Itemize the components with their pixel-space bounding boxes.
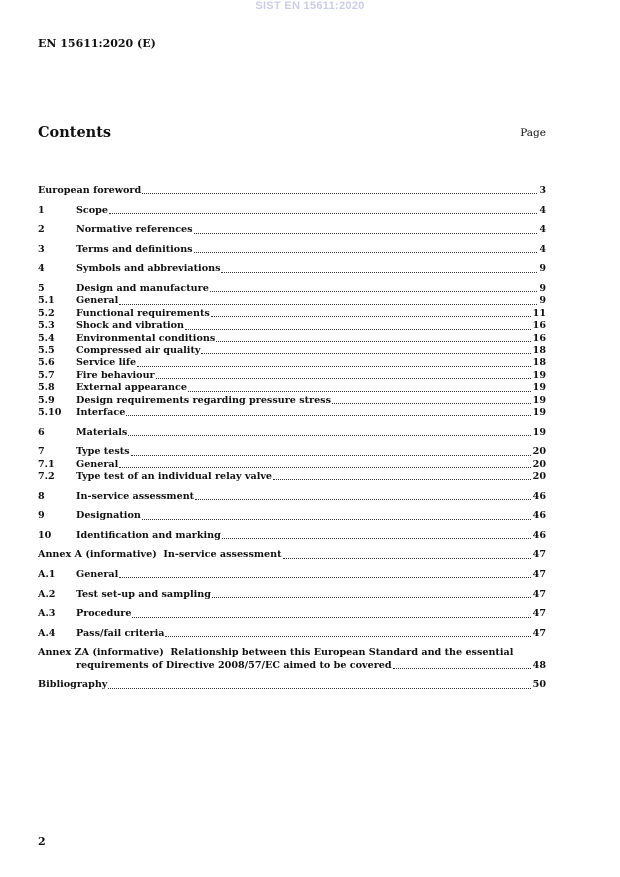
toc-number: 10 [38,529,52,541]
toc-leader [194,233,538,234]
toc-label: Test set-up and sampling [76,588,211,600]
page-number: 2 [38,835,46,848]
toc-leader [283,558,531,559]
toc-label: Terms and definitions [76,243,193,255]
toc-number: 6 [38,426,45,438]
toc-entry[interactable] [38,295,546,307]
toc-label: Annex A (informative) In-service assessment [38,549,282,561]
toc-leader [131,455,531,456]
toc-page: 18 [532,357,546,369]
toc-label: Design requirements regarding pressure stress [76,394,331,406]
toc-number: 5.4 [38,332,55,344]
toc-page: 20 [532,446,546,458]
toc-number: 5.2 [38,307,55,319]
toc-label: Pass/fail criteria [76,627,165,639]
toc-entry[interactable] [38,224,546,236]
toc-label-continuation: requirements of Directive 2008/57/EC aimed to be covered [76,659,392,671]
toc-leader [109,213,537,214]
toc-page: 20 [532,458,546,470]
toc-entry[interactable] [38,608,546,620]
toc-entry[interactable] [38,263,546,275]
toc-leader [211,316,531,317]
toc-page: 19 [532,369,546,381]
toc-page: 4 [539,243,546,255]
toc-leader [156,378,531,379]
toc-leader [195,499,531,500]
toc-label: Normative references [76,224,193,236]
toc-number: 5.7 [38,369,55,381]
toc-entry[interactable] [38,628,546,640]
toc-entry[interactable] [38,357,546,369]
toc-entry[interactable] [38,185,546,197]
toc-leader [185,329,531,330]
toc-page: 16 [532,332,546,344]
toc-leader [216,341,530,342]
toc-leader [165,636,530,637]
toc-leader [128,435,530,436]
toc-label: External appearance [76,382,187,394]
toc-entry[interactable] [38,345,546,357]
toc-entry[interactable] [38,370,546,382]
toc-entry[interactable] [38,589,546,601]
toc-page: 16 [532,320,546,332]
page-column-label: Page [520,127,546,139]
toc-page: 47 [532,608,546,620]
toc-label: General [76,295,119,307]
toc-page: 9 [539,295,546,307]
toc-label: Shock and vibration [76,320,185,332]
toc-page: 19 [532,407,546,419]
toc-leader [142,193,537,194]
toc-entry-annex-za[interactable] [38,647,546,672]
toc-label: Scope [76,204,108,216]
toc-entry[interactable] [38,283,546,295]
toc-leader [126,415,530,416]
toc-page: 18 [532,345,546,356]
toc-page: 47 [532,588,546,600]
toc-label: In-service assessment [76,490,195,502]
toc-number: 5.9 [38,394,55,406]
toc-page: 11 [532,307,546,319]
toc-label: General [76,569,119,580]
toc-entry[interactable] [38,491,546,503]
toc-page: 3 [539,185,546,196]
toc-number: A.1 [38,569,56,580]
toc-number: A.4 [38,627,56,639]
table-of-contents [38,185,546,692]
toc-page: 47 [532,627,546,639]
toc-number: A.3 [38,608,56,620]
toc-number: 9 [38,510,45,522]
toc-page: 4 [539,224,546,236]
toc-page: 46 [532,510,546,522]
toc-leader [393,668,531,669]
toc-label: Functional requirements [76,307,210,319]
toc-entry[interactable] [38,333,546,345]
toc-leader [119,467,530,468]
toc-entry[interactable] [38,446,546,458]
toc-entry[interactable] [38,471,546,483]
toc-number: 2 [38,224,45,236]
standard-id: EN 15611:2020 (E) [38,37,156,50]
toc-number: 7.1 [38,458,55,470]
toc-leader [332,403,531,404]
toc-leader [222,538,531,539]
toc-leader [212,597,531,598]
toc-label: Symbols and abbreviations [76,263,221,275]
toc-leader [142,519,531,520]
toc-label: Identification and marking [76,529,221,541]
toc-page: 47 [532,549,546,561]
toc-page: 9 [539,282,546,294]
toc-page: 46 [532,490,546,502]
toc-entry[interactable] [38,549,546,561]
toc-label: Interface [76,407,126,419]
toc-entry[interactable] [38,308,546,320]
toc-label: Procedure [76,608,132,620]
toc-leader [273,479,531,480]
toc-entry[interactable] [38,427,546,439]
toc-number: 5.1 [38,295,55,307]
toc-leader [137,366,531,367]
toc-number: 3 [38,243,45,255]
toc-label: Annex ZA (informative) Relationship between this European Standard and the essential [38,647,514,659]
toc-label: European foreword [38,185,142,196]
toc-leader [188,391,531,392]
watermark: SIST EN 15611:2020 [255,0,365,12]
toc-leader [119,577,530,578]
toc-entry[interactable] [38,382,546,394]
toc-entry[interactable] [38,244,546,256]
toc-entry[interactable] [38,320,546,332]
toc-label: Type tests [76,446,130,458]
toc-label: Bibliography [38,679,108,691]
toc-entry[interactable] [38,395,546,407]
toc-label: Materials [76,426,128,438]
toc-number: 1 [38,204,45,216]
toc-label-continuation-row [38,660,546,672]
toc-page: 48 [532,659,546,671]
toc-number: 5.6 [38,357,55,369]
toc-entry[interactable] [38,679,546,691]
toc-leader [108,688,530,689]
toc-number: 8 [38,490,45,502]
toc-label: Fire behaviour [76,369,155,381]
toc-label: Service life [76,357,137,369]
toc-leader [119,304,537,305]
toc-leader [210,291,538,292]
toc-page: 9 [539,263,546,275]
toc-number: 5 [38,282,45,294]
toc-leader [132,617,530,618]
toc-page: 4 [539,204,546,216]
toc-number: 5.8 [38,382,55,394]
toc-leader [194,252,538,253]
toc-page: 50 [532,679,546,691]
toc-number: A.2 [38,588,56,600]
toc-number: 5.3 [38,320,55,332]
toc-leader [201,353,530,354]
toc-label: Type test of an individual relay valve [76,471,273,483]
toc-label: General [76,458,119,470]
toc-page: 20 [532,471,546,483]
toc-entry[interactable] [38,459,546,471]
toc-entry[interactable] [38,530,546,542]
toc-page: 19 [532,426,546,438]
toc-number: 5.10 [38,407,62,419]
toc-number: 7.2 [38,471,55,483]
toc-page: 19 [532,382,546,394]
toc-number: 5.5 [38,345,55,356]
toc-number: 7 [38,446,45,458]
toc-page: 19 [532,394,546,406]
toc-leader [221,272,537,273]
toc-page: 47 [532,569,546,580]
toc-page: 46 [532,529,546,541]
toc-label: Designation [76,510,141,522]
toc-entry[interactable] [38,569,546,581]
toc-entry[interactable] [38,407,546,419]
toc-label: Design and manufacture [76,282,209,294]
toc-label: Environmental conditions [76,332,216,344]
contents-title: Contents [38,124,112,141]
toc-label: Compressed air quality [76,345,201,356]
toc-entry[interactable] [38,205,546,217]
toc-entry[interactable] [38,510,546,522]
toc-number: 4 [38,263,45,275]
